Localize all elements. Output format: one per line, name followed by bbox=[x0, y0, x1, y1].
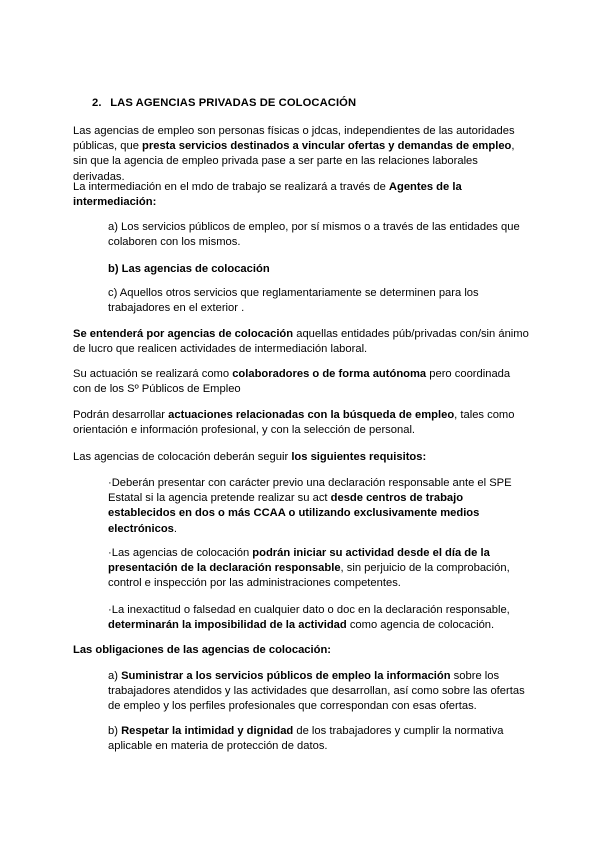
paragraph-actuacion: Su actuación se realizará como colaboradores o de forma autónoma pero coordinada con de los Sº Públicos de Empleo bbox=[73, 368, 511, 396]
requisito-2: ·Las agencias de colocación podrán iniciar su actividad desde el día de la presentación de la declaración responsable, sin perjuicio de la comprobación, control e inspección por las administraciones competentes. bbox=[108, 547, 510, 590]
section-title: LAS AGENCIAS PRIVADAS DE COLOCACIÓN bbox=[110, 97, 357, 109]
paragraph-agencias-definition: Se entenderá por agencias de colocación aquellas entidades púb/privadas con/sin ánimo de lucro que realicen actividades de intermediación laboral. bbox=[73, 328, 529, 356]
requisito-1: ·Deberán presentar con carácter previo una declaración responsable ante el SPE Estatal si la agencia pretende realizar su act desde centros de trabajo establecidos en dos o más CCAA o utilizando exclusivamente medios electrónicos. bbox=[108, 477, 512, 535]
requisito-3: ·La inexactitud o falsedad en cualquier dato o doc en la declaración responsable, determinarán la imposibilidad de la actividad como agencia de colocación. bbox=[108, 604, 510, 632]
obligacion-a: a) Suministrar a los servicios públicos de empleo la información sobre los trabajadores atendidos y las actividades que desarrollan, así como sobre las ofertas de empleo y los perfiles profesionales que correspondan con esas ofertas. bbox=[108, 670, 525, 713]
section-heading bbox=[92, 96, 356, 111]
paragraph-actuaciones: Podrán desarrollar actuaciones relacionadas con la búsqueda de empleo, tales como orientación e información profesional, y con la selección de personal. bbox=[73, 409, 515, 437]
obligacion-b: b) Respetar la intimidad y dignidad de los trabajadores y cumplir la normativa aplicable en materia de protección de datos. bbox=[108, 725, 504, 753]
section-number: 2. bbox=[92, 97, 102, 109]
paragraph-obligaciones-title: Las obligaciones de las agencias de colocación: bbox=[73, 644, 332, 656]
paragraph-requisitos: Las agencias de colocación deberán seguir los siguientes requisitos: bbox=[73, 451, 427, 463]
paragraph-intermediation: La intermediación en el mdo de trabajo se realizará a través de Agentes de la intermediación: bbox=[73, 181, 462, 209]
list-item-b: b) Las agencias de colocación bbox=[108, 263, 270, 275]
paragraph-definition: Las agencias de empleo son personas físicas o jdcas, independientes de las autoridades públicas, que presta servicios destinados a vincular ofertas y demandas de empleo, sin que la agencia de empleo privada pase a ser parte en las relaciones laborales derivadas. bbox=[73, 125, 515, 183]
list-item-c: c) Aquellos otros servicios que reglamentariamente se determinen para los trabajadores en el exterior . bbox=[108, 287, 479, 315]
list-item-a: a) Los servicios públicos de empleo, por sí mismos o a través de las entidades que colaboren con los mismos. bbox=[108, 221, 520, 249]
